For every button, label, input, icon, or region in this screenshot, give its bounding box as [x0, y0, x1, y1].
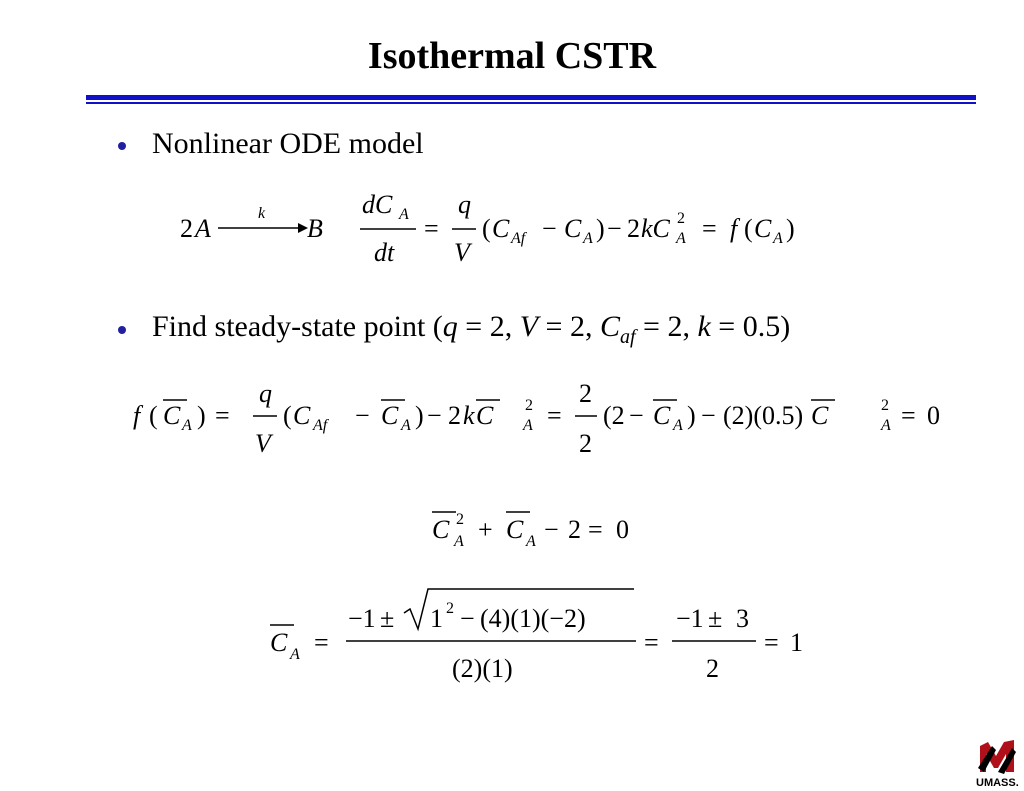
svg-text:C: C [754, 214, 772, 243]
svg-text:Af: Af [313, 417, 328, 434]
svg-text:C: C [432, 515, 450, 544]
svg-text:k: k [258, 205, 266, 222]
svg-text:): ) [687, 401, 696, 430]
svg-text:(: ( [283, 401, 292, 430]
svg-text:−1: −1 [676, 604, 704, 633]
svg-text:2: 2 [448, 401, 461, 430]
svg-text:kC: kC [641, 214, 670, 243]
title-rule [86, 95, 976, 100]
reaction-ode-equation [170, 185, 870, 270]
svg-text:A: A [773, 230, 783, 247]
svg-text:1: 1 [790, 628, 803, 657]
svg-text:=: = [764, 628, 779, 657]
svg-text:=: = [314, 628, 329, 657]
svg-text:−: − [355, 401, 370, 430]
svg-text:=: = [702, 214, 717, 243]
svg-text:(: ( [482, 214, 491, 243]
svg-text:(: ( [149, 401, 158, 430]
svg-text:C: C [492, 214, 510, 243]
svg-text:): ) [415, 401, 424, 430]
svg-text:B: B [307, 214, 323, 243]
svg-text:C: C [506, 515, 524, 544]
svg-text:A: A [881, 417, 891, 434]
svg-text:f: f [133, 401, 141, 430]
svg-text:q: q [458, 190, 471, 219]
svg-text:2: 2 [180, 214, 193, 243]
svg-text:q: q [259, 379, 272, 408]
svg-text:V: V [255, 429, 271, 458]
svg-text:(2)(0.5): (2)(0.5) [723, 401, 804, 430]
svg-text:): ) [786, 214, 795, 243]
svg-text:A: A [673, 417, 683, 434]
svg-text:(4)(1)(−2): (4)(1)(−2) [480, 604, 586, 633]
svg-text:C: C [163, 401, 181, 430]
svg-text:): ) [197, 401, 206, 430]
svg-text:2: 2 [881, 397, 889, 414]
svg-text:=: = [644, 628, 659, 657]
svg-text:−: − [607, 214, 622, 243]
svg-text:C: C [653, 401, 671, 430]
svg-text:2: 2 [627, 214, 640, 243]
svg-text:−1: −1 [348, 604, 376, 633]
svg-text:2: 2 [706, 654, 719, 683]
svg-text:A: A [399, 206, 409, 223]
svg-text:Af: Af [511, 230, 526, 247]
svg-text:A: A [182, 417, 192, 434]
svg-text:2: 2 [525, 397, 533, 414]
svg-text:=: = [215, 401, 230, 430]
svg-text:0: 0 [927, 401, 940, 430]
slide-title: Isothermal CSTR [367, 35, 657, 77]
svg-text:C: C [381, 401, 399, 430]
svg-text:3: 3 [736, 604, 749, 633]
svg-text:−: − [542, 214, 557, 243]
svg-text:A: A [290, 646, 300, 663]
svg-text:A: A [526, 533, 536, 550]
svg-text:−: − [629, 401, 644, 430]
svg-text:f: f [730, 214, 738, 243]
svg-text:2: 2 [456, 511, 464, 528]
svg-text:=: = [901, 401, 916, 430]
svg-text:±: ± [708, 604, 723, 633]
svg-text:A: A [523, 417, 533, 434]
svg-text:2: 2 [579, 429, 592, 458]
svg-text:A: A [676, 230, 686, 247]
svg-text:−: − [460, 604, 475, 633]
svg-text:+: + [478, 515, 493, 544]
svg-text:A: A [195, 214, 211, 243]
bullet-2-text: Find steady-state point (q = 2, V = 2, $C_{af} = 2$, k = 0.5) [152, 310, 791, 348]
svg-text:2: 2 [677, 210, 685, 227]
svg-text:C: C [476, 401, 494, 430]
svg-text:(2: (2 [603, 401, 625, 430]
svg-text:±: ± [380, 604, 395, 633]
bullet-dot [118, 326, 126, 334]
svg-text:2: 2 [579, 379, 592, 408]
quadratic-solution-equation [262, 585, 822, 695]
svg-text:V: V [454, 238, 470, 267]
quadratic-equation [420, 500, 660, 560]
svg-text:k: k [463, 401, 475, 430]
svg-text:−: − [701, 401, 716, 430]
title-rule-thin [86, 102, 976, 104]
umass-logo [974, 738, 1022, 788]
svg-text:=: = [547, 401, 562, 430]
svg-text:(2)(1): (2)(1) [452, 654, 513, 683]
svg-text:2: 2 [568, 515, 581, 544]
bullet-1-text: Nonlinear ODE model [152, 127, 424, 160]
svg-text:2: 2 [446, 600, 454, 617]
svg-text:0: 0 [616, 515, 629, 544]
svg-text:): ) [596, 214, 605, 243]
svg-text:−: − [544, 515, 559, 544]
svg-text:C: C [811, 401, 829, 430]
svg-text:dC: dC [362, 190, 393, 219]
svg-text:1: 1 [430, 604, 443, 633]
steady-state-equation [125, 372, 965, 467]
svg-text:A: A [454, 533, 464, 550]
bullet-dot [118, 142, 126, 150]
svg-text:A: A [583, 230, 593, 247]
svg-text:dt: dt [374, 238, 395, 267]
svg-text:C: C [293, 401, 311, 430]
svg-text:C: C [564, 214, 582, 243]
svg-text:A: A [401, 417, 411, 434]
svg-text:=: = [424, 214, 439, 243]
svg-text:C: C [270, 628, 288, 657]
svg-text:=: = [588, 515, 603, 544]
svg-text:UMASS.: UMASS. [976, 777, 1019, 788]
svg-text:−: − [427, 401, 442, 430]
svg-text:(: ( [744, 214, 753, 243]
